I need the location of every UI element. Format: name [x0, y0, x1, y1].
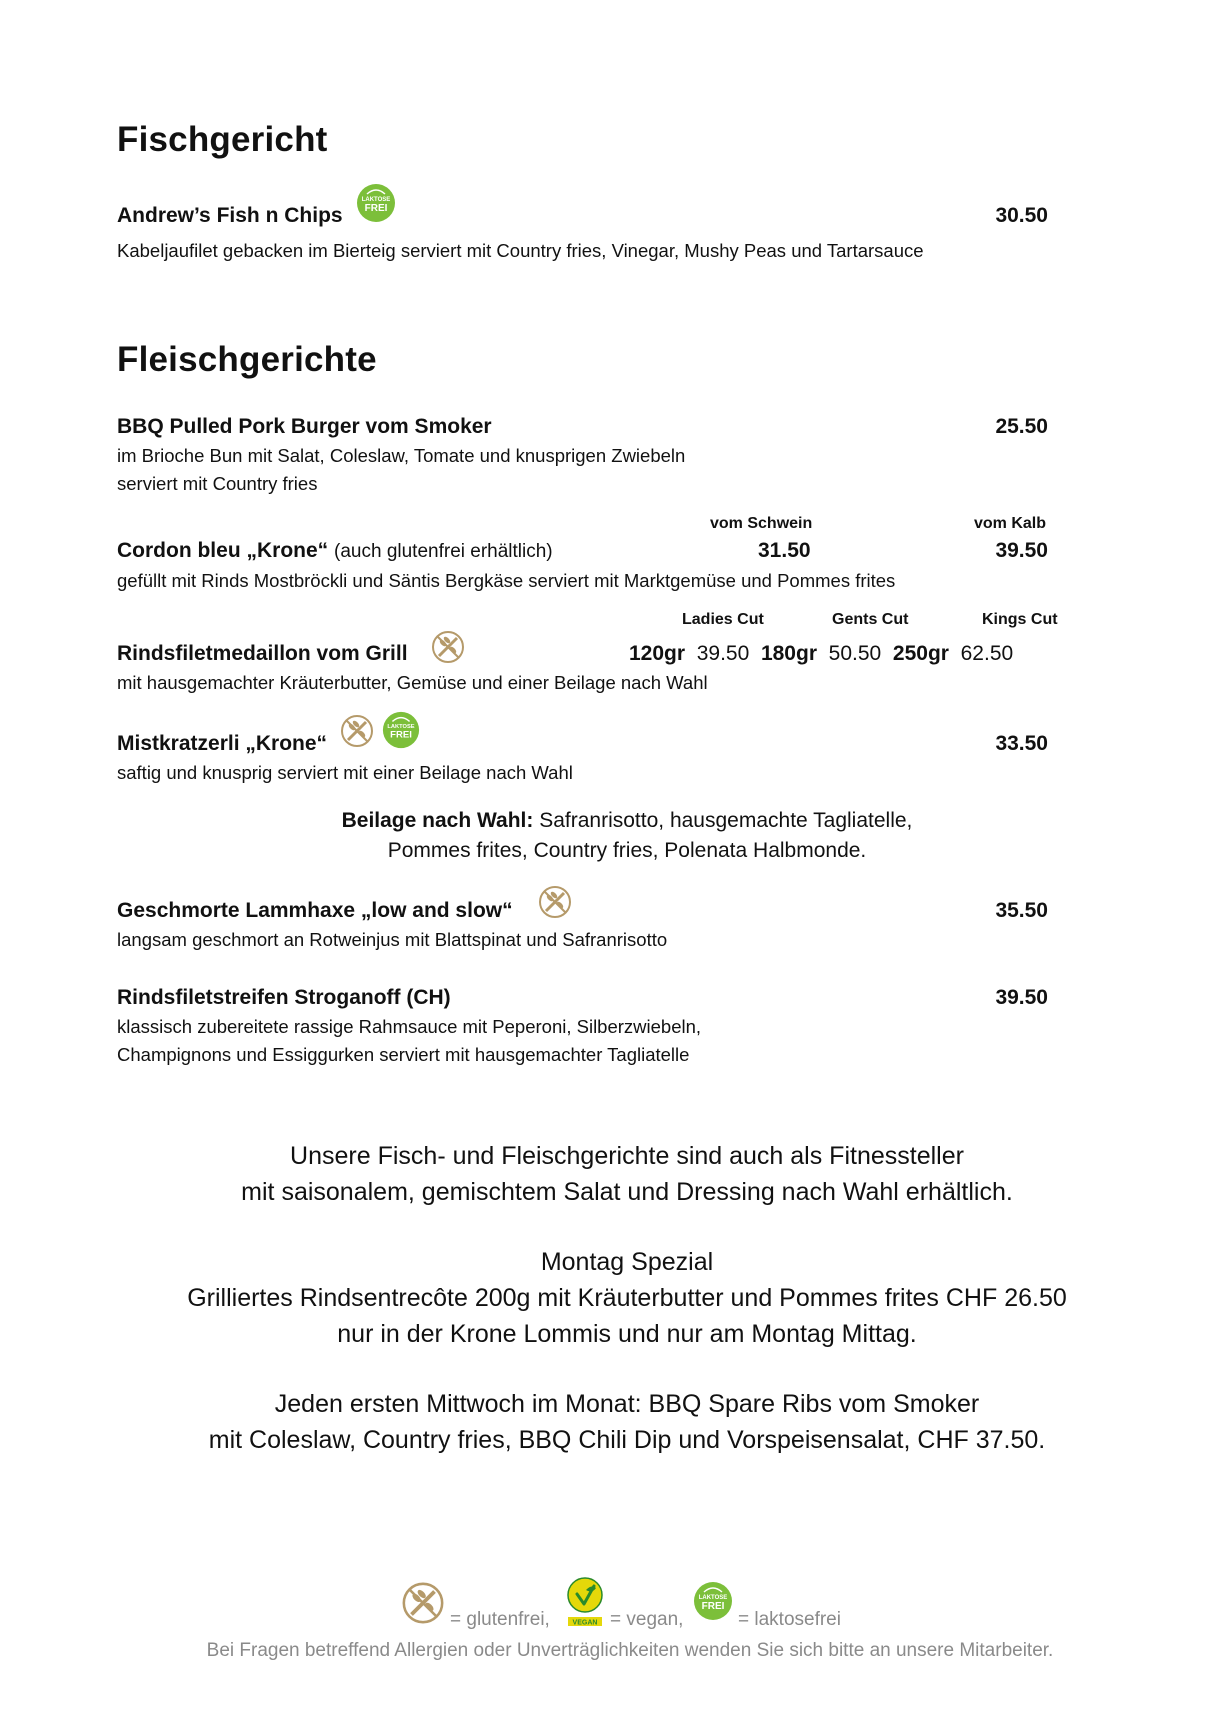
svg-text:LAKTOSE: LAKTOSE: [698, 1595, 728, 1601]
svg-text:LAKTOSE: LAKTOSE: [387, 724, 415, 731]
spare-ribs-note: [0, 1386, 1222, 1458]
dish-name-cordon-bleu: [117, 539, 553, 563]
cut-weight-kings: 250gr: [892, 642, 949, 665]
dish-name-text: Andrew’s Fish n Chips: [117, 204, 343, 227]
cut-weight-gents: 180gr: [760, 642, 817, 665]
dish-name-medaillon: Rindsfiletmedaillon vom Grill: [117, 642, 408, 665]
column-label-kalb: vom Kalb: [974, 515, 1047, 532]
spare-ribs-line-2: mit Coleslaw, Country fries, BBQ Chili Dip und Vorspeisensalat, CHF 37.50.: [208, 1426, 1046, 1454]
laktosefrei-icon: [355, 182, 397, 229]
fitness-note: [0, 1138, 1222, 1210]
cut-prices: [629, 642, 1013, 666]
legend-gluten-label: = glutenfrei,: [450, 1609, 550, 1630]
beilage-options-1: Safranrisotto, hausgemachte Tagliatelle,: [539, 809, 913, 832]
dish-price-mistkratzerli: 33.50: [995, 732, 1048, 755]
laktosefrei-icon: [692, 1580, 734, 1627]
spare-ribs-line-1: Jeden ersten Mittwoch im Monat: BBQ Spare Ribs vom Smoker: [274, 1390, 980, 1418]
dish-name-stroganoff: Rindsfiletstreifen Stroganoff (CH): [117, 986, 451, 1009]
beilage-label: Beilage nach Wahl:: [341, 809, 534, 832]
dish-name-text: Cordon bleu „Krone“: [117, 539, 329, 562]
beilage-options-2: Pommes frites, Country fries, Polenata Halbmonde.: [387, 839, 867, 862]
dish-name-lammhaxe: Geschmorte Lammhaxe „low and slow“: [117, 899, 513, 922]
dish-note: (auch glutenfrei erhältlich): [334, 541, 553, 562]
description-line: klassisch zubereitete rassige Rahmsauce mit Peperoni, Silberzwiebeln,: [117, 1016, 702, 1037]
description-line: im Brioche Bun mit Salat, Coleslaw, Tomate und knusprigen Zwiebeln: [117, 445, 686, 466]
dish-price-fish-n-chips: 30.50: [995, 204, 1048, 227]
dish-name-burger: BBQ Pulled Pork Burger vom Smoker: [117, 415, 492, 438]
legend-vegan-label: = vegan,: [610, 1609, 684, 1630]
fitness-note-line-1: Unsere Fisch- und Fleischgerichte sind auch als Fitnessteller: [290, 1142, 964, 1170]
montag-special-title: Montag Spezial: [540, 1248, 714, 1276]
section-title-fish: Fischgericht: [117, 120, 328, 159]
dish-price-schwein: 31.50: [758, 539, 811, 562]
beilage-block: [0, 806, 1222, 866]
laktosefrei-icon: [381, 710, 421, 755]
cut-price-gents: 50.50: [828, 642, 882, 665]
glutenfrei-icon: [400, 1580, 446, 1631]
dish-name-fish-n-chips: [117, 204, 343, 228]
section-title-meat: Fleischgerichte: [117, 340, 377, 379]
montag-special-line-1: Grilliertes Rindsentrecôte 200g mit Kräuterbutter und Pommes frites CHF 26.50: [187, 1284, 1067, 1312]
dish-price-kalb: 39.50: [995, 539, 1048, 562]
dish-description-burger: [117, 442, 685, 498]
dish-description-lammhaxe: langsam geschmort an Rotweinjus mit Blattspinat und Safranrisotto: [117, 929, 668, 950]
column-label-kings-cut: Kings Cut: [982, 611, 1058, 628]
column-label-schwein: vom Schwein: [710, 515, 813, 532]
svg-text:FREI: FREI: [390, 729, 412, 741]
dish-description-stroganoff: [117, 1013, 701, 1069]
dish-description-medaillon: mit hausgemachter Kräuterbutter, Gemüse und einer Beilage nach Wahl: [117, 672, 708, 693]
dish-description-fish-n-chips: Kabeljaufilet gebacken im Bierteig serviert mit Country fries, Vinegar, Mushy Peas und Tartarsauce: [117, 240, 924, 261]
dish-description-cordon-bleu: gefüllt mit Rinds Mostbröckli und Säntis Bergkäse serviert mit Marktgemüse und Pommes frites: [117, 570, 896, 591]
dish-description-mistkratzerli: saftig und knusprig serviert mit einer Beilage nach Wahl: [117, 762, 573, 783]
allergy-note: Bei Fragen betreffend Allergien oder Unverträglichkeiten wenden Sie sich bitte an unsere Mitarbeiter.: [206, 1640, 1054, 1661]
glutenfrei-icon: [430, 629, 466, 670]
legend-lactose-label: = laktosefrei: [738, 1609, 841, 1630]
cut-weight-ladies: 120gr: [629, 642, 686, 665]
cut-price-kings: 62.50: [960, 642, 1014, 665]
montag-special-line-2: nur in der Krone Lommis und nur am Montag Mittag.: [337, 1320, 917, 1348]
montag-special: [0, 1244, 1222, 1352]
beilage-line-1: [0, 806, 1222, 836]
description-line: serviert mit Country fries: [117, 473, 318, 494]
column-label-ladies-cut: Ladies Cut: [682, 611, 764, 628]
svg-text:FREI: FREI: [701, 1601, 725, 1612]
column-label-gents-cut: Gents Cut: [832, 611, 909, 628]
dish-price-burger: 25.50: [995, 415, 1048, 438]
glutenfrei-icon: [339, 713, 375, 754]
dish-name-mistkratzerli: Mistkratzerli „Krone“: [117, 732, 328, 755]
dish-price-lammhaxe: 35.50: [995, 899, 1048, 922]
fitness-note-line-2: mit saisonalem, gemischtem Salat und Dressing nach Wahl erhältlich.: [241, 1178, 1013, 1206]
svg-text:LAKTOSE: LAKTOSE: [361, 197, 391, 203]
description-line: Champignons und Essiggurken serviert mit hausgemachter Tagliatelle: [117, 1044, 690, 1065]
vegan-icon: [564, 1576, 606, 1633]
allergen-legend: [400, 1576, 860, 1636]
dish-price-stroganoff: 39.50: [995, 986, 1048, 1009]
svg-text:FREI: FREI: [364, 203, 388, 214]
glutenfrei-icon: [537, 884, 573, 925]
cut-price-ladies: 39.50: [696, 642, 750, 665]
svg-text:VEGAN: VEGAN: [572, 1619, 598, 1627]
